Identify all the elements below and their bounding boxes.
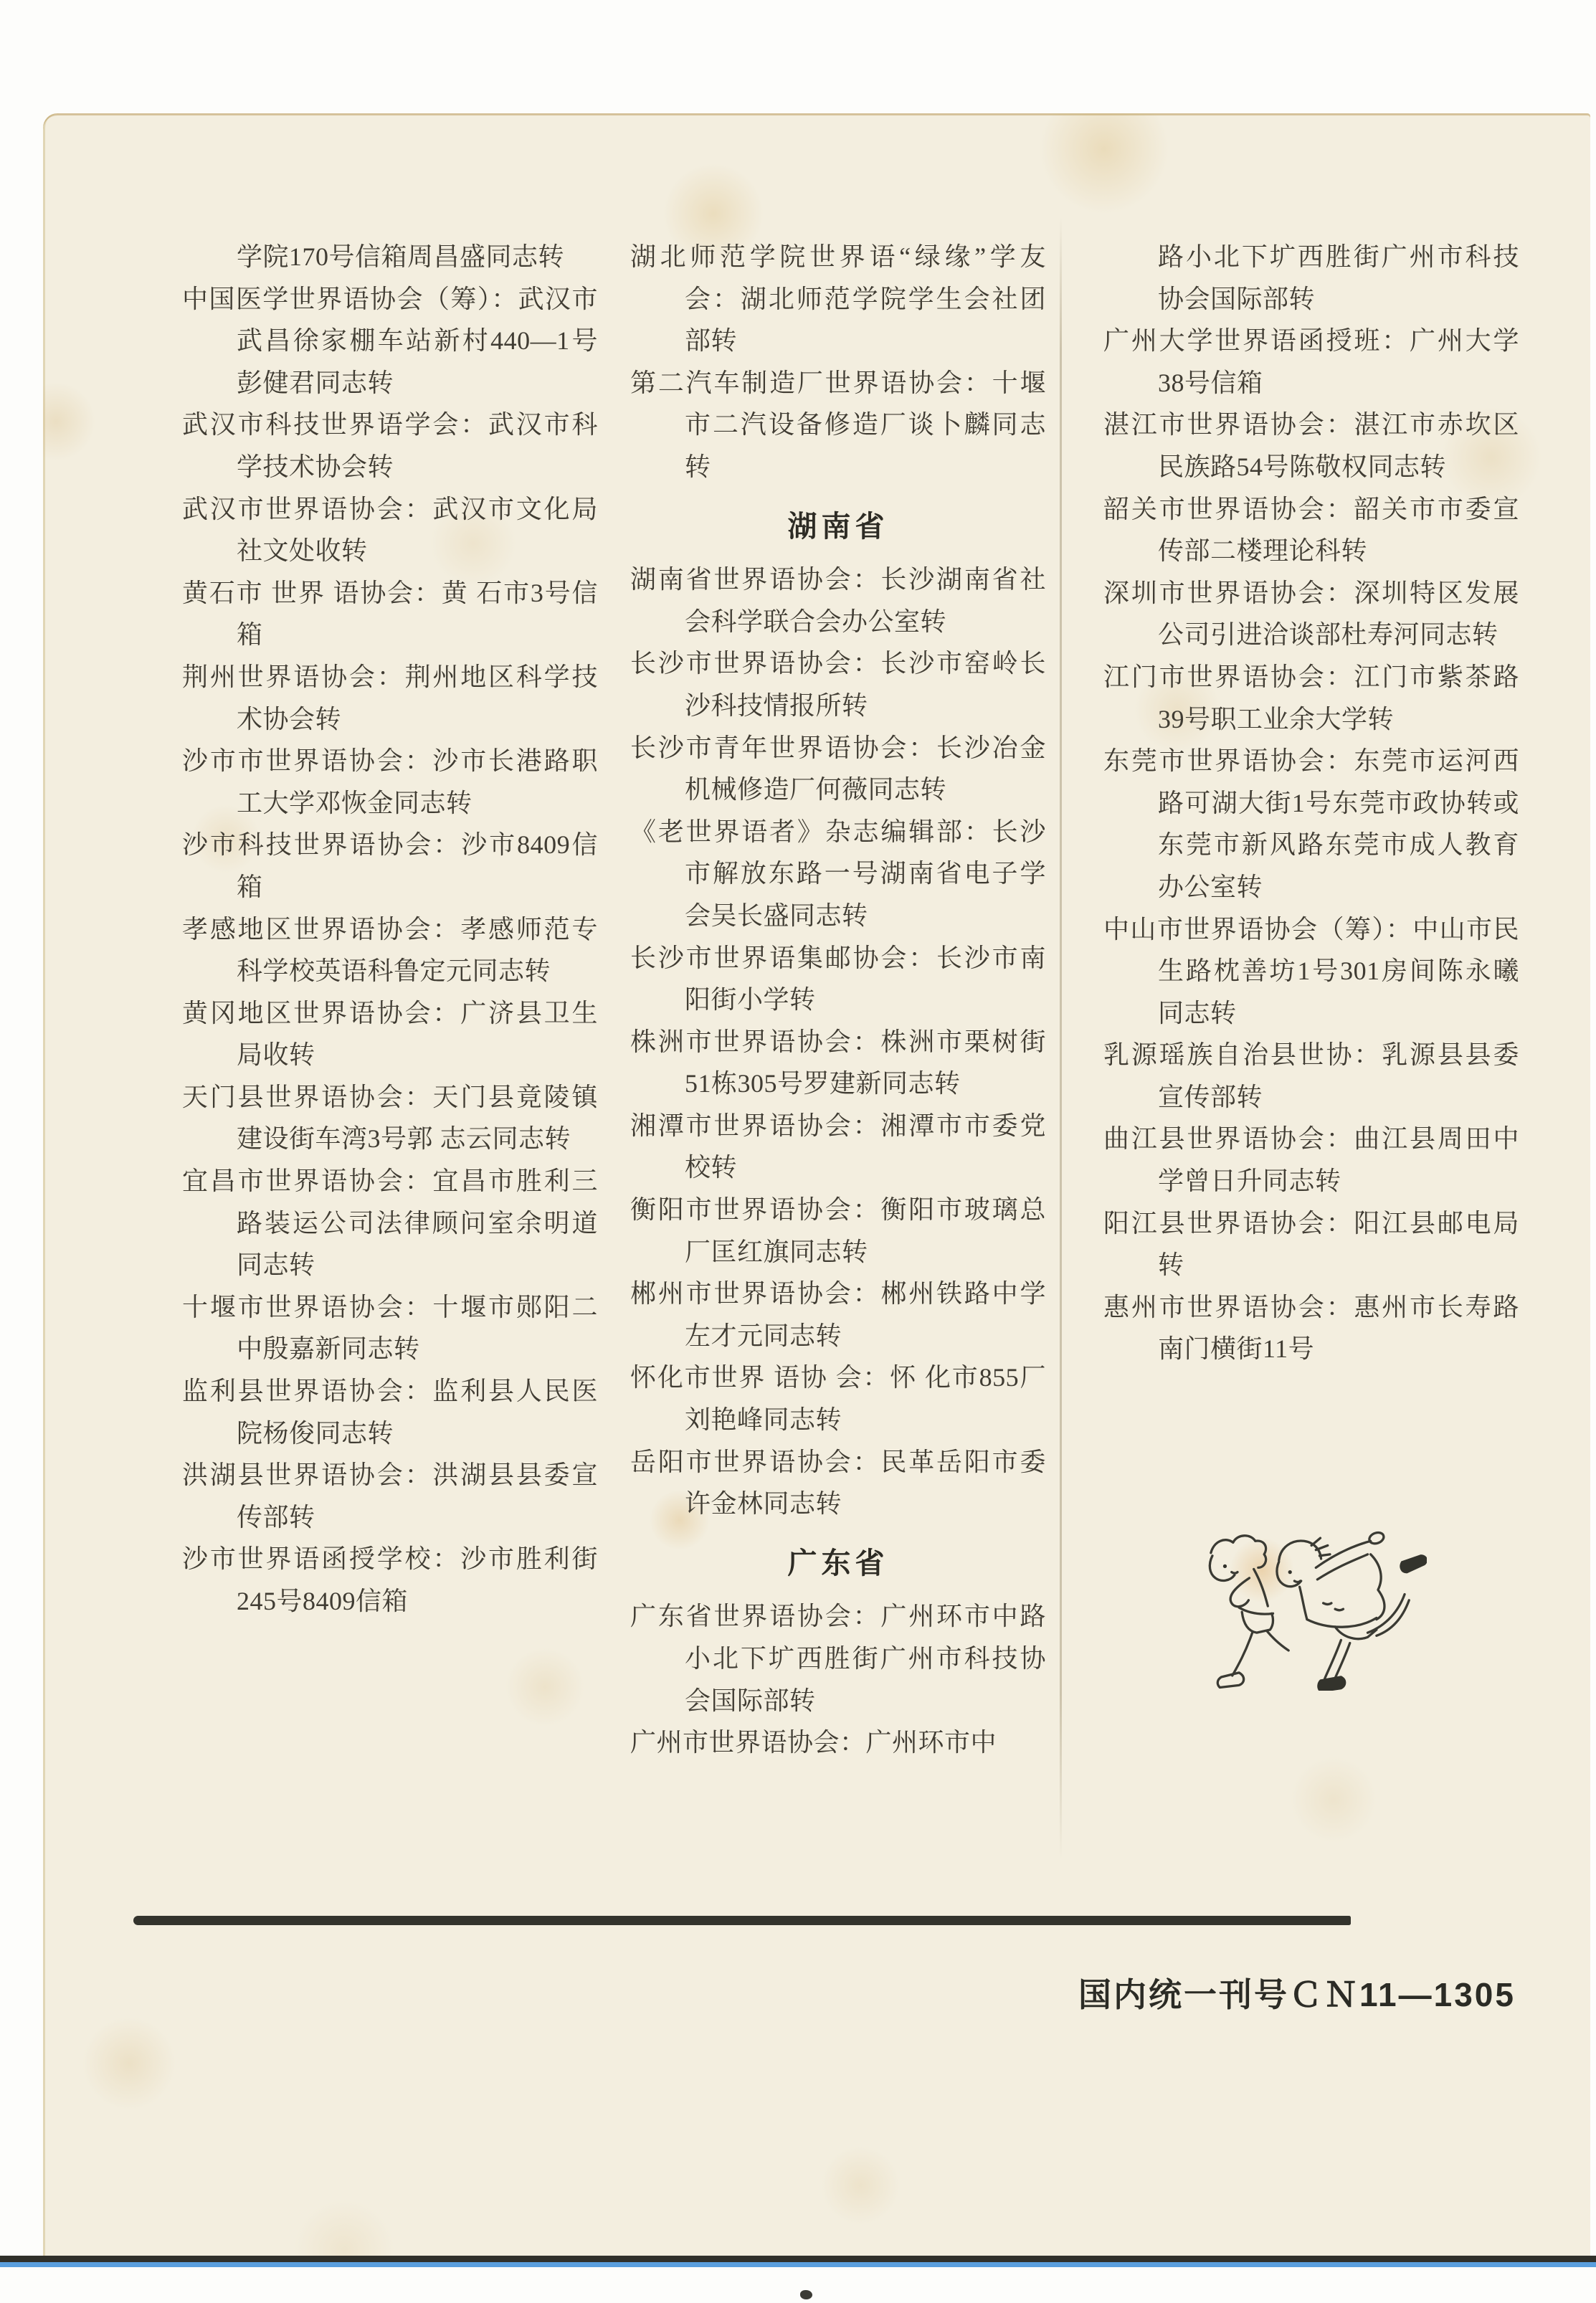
publication-number: 国内统一刊号ＣＮ11—1305: [1078, 1976, 1516, 2013]
directory-entry: 荆州世界语协会：荆州地区科学技术协会转: [182, 662, 598, 733]
directory-entry: 东莞市世界语协会：东莞市运河西路可湖大街1号东莞市政协转或东莞市新风路东莞市成人教育办公室转: [1103, 746, 1519, 901]
page-number-mark: [800, 2290, 812, 2299]
directory-entry: 岳阳市世界语协会：民革岳阳市委许金林同志转: [630, 1447, 1046, 1519]
directory-entry: 湖南省世界语协会：长沙湖南省社会科学联合会办公室转: [630, 565, 1046, 636]
directory-entry: 湖北师范学院世界语“绿缘”学友会：湖北师范学院学生会社团部转: [630, 242, 1046, 356]
directory-entry: 广州市世界语协会：广州环市中: [630, 1728, 997, 1757]
girl-eye: [1288, 1571, 1291, 1574]
directory-entry: 湛江市世界语协会：湛江市赤坎区民族路54号陈敬权同志转: [1103, 410, 1519, 481]
directory-entry: 沙市世界语函授学校：沙市胜利街245号8409信箱: [182, 1544, 598, 1615]
girl-blouse-back: [1371, 1554, 1384, 1620]
directory-entry: 沙市科技世界语协会：沙市8409信箱: [182, 830, 598, 901]
boy-mouth: [1232, 1572, 1238, 1574]
girl-blouse-detail: [1324, 1603, 1344, 1610]
province-header: 湖南省: [787, 509, 889, 543]
girl-mouth: [1294, 1581, 1300, 1582]
directory-entry: 阳江县世界语协会：阳江县邮电局转: [1103, 1208, 1519, 1280]
directory-entry: 衡阳市世界语协会：衡阳市玻璃总厂匡红旗同志转: [630, 1195, 1046, 1266]
directory-column-2: [630, 236, 1046, 1764]
directory-entry: 中国医学世界语协会（筹）：武汉市武昌徐家棚车站新村440—1号彭健君同志转: [182, 284, 598, 397]
directory-entry: 孝感地区世界语协会：孝感师范专科学校英语科鲁定元同志转: [182, 914, 598, 986]
directory-entry: 株洲市世界语协会：株洲市栗树街51栋305号罗建新同志转: [630, 1027, 1046, 1098]
directory-entry: 郴州市世界语协会：郴州铁路中学左才元同志转: [630, 1279, 1046, 1350]
scan-edge-artifact: [0, 2262, 1596, 2267]
boy-front-leg: [1232, 1633, 1253, 1676]
directory-entry: 曲江县世界语协会：曲江县周田中学曾日升同志转: [1103, 1124, 1519, 1196]
directory-entry: 怀化市世界 语协 会：怀 化市855厂刘艳峰同志转: [630, 1363, 1046, 1435]
directory-entry: 韶关市世界语协会：韶关市市委宣传部二楼理论科转: [1103, 494, 1519, 566]
girl-front-leg: [1325, 1640, 1350, 1681]
directory-entry: 洪湖县世界语协会：洪湖县县委宣传部转: [182, 1461, 598, 1532]
directory-entry: 惠州市世界语协会：惠州市长寿路南门横街11号: [1103, 1292, 1519, 1364]
running-children-illustration: [1190, 1520, 1427, 1691]
directory-entry: 湘潭市世界语协会：湘潭市市委党校转: [630, 1111, 1046, 1182]
province-header: 广东省: [787, 1546, 889, 1580]
girl-hand: [1368, 1531, 1385, 1546]
boy-back: [1254, 1569, 1268, 1606]
directory-entry: 长沙市世界语协会：长沙市窑岭长沙科技情报所转: [630, 649, 1046, 720]
boy-face: [1210, 1556, 1235, 1581]
directory-column-1: [182, 236, 598, 1623]
directory-entry: 黄冈地区世界语协会：广济县卫生局收转: [182, 998, 598, 1070]
directory-entry: 广州大学世界语函授班：广州大学38号信箱: [1103, 326, 1519, 397]
boy-back-leg: [1267, 1631, 1288, 1651]
page-bottom-edge: [0, 2256, 1596, 2262]
directory-entry: 《老世界语者》杂志编辑部：长沙市解放东路一号湖南省电子学会吴长盛同志转: [630, 817, 1046, 930]
directory-entry: 广东省世界语协会：广州环市中路小北下圹西胜街广州市科技协会国际部转: [630, 1602, 1046, 1715]
directory-entry: 学院170号信箱周昌盛同志转: [237, 242, 565, 271]
directory-entry: 沙市市世界语协会：沙市长港路职工大学邓恢金同志转: [182, 746, 598, 817]
boy-eye: [1224, 1564, 1227, 1567]
directory-entry: 江门市世界语协会：江门市紫茶路39号职工业余大学转: [1103, 662, 1519, 733]
boy-shoe: [1217, 1673, 1243, 1688]
directory-entry: 宜昌市世界语协会：宜昌市胜利三路装运公司法律顾问室余明道同志转: [182, 1167, 598, 1280]
footer-rule: [133, 1916, 1351, 1925]
directory-entry: 武汉市世界语协会：武汉市文化局社文处收转: [182, 494, 598, 566]
page-fold-line: [1060, 217, 1062, 1859]
directory-entry: 黄石市 世界 语协会：黄 石市3号信箱: [182, 578, 598, 650]
directory-column-3: [1103, 236, 1519, 1370]
girl-front-shoe: [1318, 1676, 1346, 1691]
girl-back-leg: [1368, 1595, 1410, 1636]
directory-entry: 监利县世界语协会：监利县人民医院杨俊同志转: [182, 1377, 598, 1448]
directory-entry: 深圳市世界语协会：深圳特区发展公司引进洽谈部杜寿河同志转: [1103, 578, 1519, 650]
directory-entry: 武汉市科技世界语学会：武汉市科学技术协会转: [182, 410, 598, 481]
boy-arm: [1230, 1578, 1249, 1607]
girl-blouse-front: [1300, 1587, 1307, 1619]
directory-entry: 长沙市世界语集邮协会：长沙市南阳街小学转: [630, 943, 1046, 1015]
directory-entry: 路小北下圹西胜街广州市科技协会国际部转: [1158, 242, 1519, 313]
girl-back-shoe: [1400, 1555, 1427, 1573]
directory-entry: 天门县世界语协会：天门县竟陵镇建设街车湾3号郭 志云同志转: [182, 1082, 598, 1154]
directory-entry: 第二汽车制造厂世界语协会：十堰市二汽设备修造厂谈卜麟同志转: [630, 368, 1046, 481]
directory-entry: 中山市世界语协会（筹）：中山市民生路枕善坊1号301房间陈永曦同志转: [1103, 914, 1519, 1027]
directory-entry: 长沙市青年世界语协会：长沙冶金机械修造厂何薇同志转: [630, 733, 1046, 804]
boy-shirt-hem: [1239, 1608, 1273, 1614]
boy-hair: [1211, 1536, 1266, 1568]
directory-entry: 乳源瑶族自治县世协：乳源县县委宣传部转: [1103, 1040, 1519, 1111]
magazine-back-page: [43, 113, 1590, 2256]
boy-shorts: [1242, 1612, 1273, 1633]
directory-entry: 十堰市世界语协会：十堰市郧阳二中殷嘉新同志转: [182, 1292, 598, 1364]
girl-blouse-hem: [1307, 1618, 1377, 1628]
